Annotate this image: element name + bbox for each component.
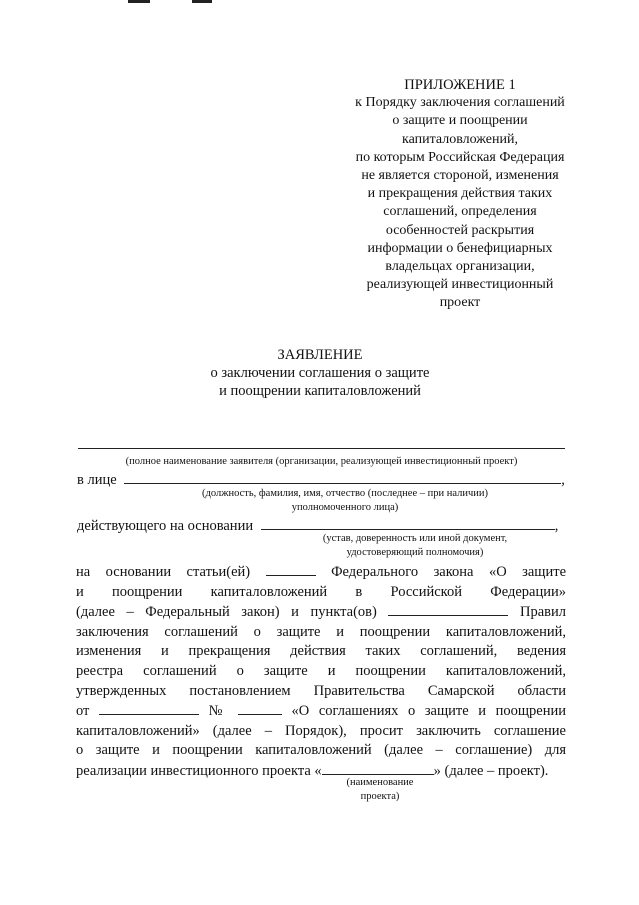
basis-caption	[290, 532, 540, 560]
person-caption-line: (должность, фамилия, имя, отчество (последнее – при наличии)	[202, 488, 488, 499]
body-text: «О соглашениях о защите и поощрении	[291, 703, 566, 720]
resolution-number-field[interactable]	[238, 701, 282, 715]
body-text: реализации инвестиционного проекта «	[76, 762, 322, 779]
body-line: о защите и поощрении капиталовложений (далее – соглашение) для	[76, 742, 566, 759]
basis-label: действующего на основании	[77, 518, 254, 534]
body-line: заключения соглашений о защите и поощрении капиталовложений,	[76, 623, 566, 640]
statement-title-block	[120, 346, 520, 400]
body-text: на основании статьи(ей)	[76, 564, 251, 580]
body-text: Правил	[520, 604, 566, 621]
basis-caption-line: удостоверяющий полномочия)	[346, 547, 484, 558]
body-line: утвержденных постановлением Правительства Самарской области	[76, 682, 566, 699]
statement-subtitle: и поощрении капиталовложений	[219, 383, 421, 399]
applicant-caption: (полное наименование заявителя (организации, реализующей инвестиционный проект)	[125, 456, 518, 467]
person-caption-line: уполномоченного лица)	[291, 502, 399, 513]
appendix-line: к Порядку заключения соглашений	[355, 95, 565, 111]
resolution-date-field[interactable]	[99, 701, 199, 715]
body-line	[76, 562, 566, 583]
appendix-line: проект	[439, 295, 481, 311]
body-text: (далее – Федеральный закон) и пункта(ов)	[76, 604, 377, 621]
statement-subtitle: о заключении соглашения о защите	[210, 365, 430, 381]
clause-number-field[interactable]	[388, 602, 508, 616]
body-line: капиталовложений» (далее – Порядок), просит заключить соглашение	[76, 722, 566, 739]
project-name-caption	[340, 776, 420, 804]
project-name-field[interactable]	[322, 761, 434, 775]
article-number-field[interactable]	[266, 562, 316, 576]
project-caption-line: (наименование	[346, 777, 414, 788]
body-line: и поощрении капиталовложений в Российской Федерации»	[76, 583, 566, 600]
body-text: Федерального закона «О защите	[331, 564, 566, 580]
basis-caption-line: (устав, доверенность или иной документ,	[322, 533, 508, 544]
body-text: » (далее – проект).	[433, 762, 549, 779]
appendix-line: особенностей раскрытия	[385, 222, 535, 238]
appendix-line: и прекращения действия таких	[367, 186, 553, 202]
body-text: №	[208, 703, 229, 720]
appendix-line: владельцах организации,	[385, 259, 535, 275]
appendix-line: соглашений, определения	[383, 204, 537, 220]
appendix-line: капиталовложений,	[402, 131, 518, 147]
appendix-line: информации о бенефициарных	[367, 240, 553, 256]
basis-document-field[interactable]	[261, 516, 555, 530]
body-line	[76, 602, 566, 623]
scan-mark-left	[128, 0, 150, 3]
appendix-header	[310, 76, 610, 313]
in-person-label: в лице	[77, 472, 117, 488]
statement-body	[76, 562, 566, 782]
body-line: реестра соглашений о защите и поощрении капиталовложений,	[76, 662, 566, 679]
appendix-title: ПРИЛОЖЕНИЕ 1	[404, 77, 516, 93]
body-text: от	[76, 703, 90, 720]
applicant-name-field[interactable]	[78, 448, 565, 449]
appendix-line: о защите и поощрении	[392, 113, 528, 129]
appendix-line: реализующей инвестиционный	[366, 277, 554, 293]
project-caption-line: проекта)	[360, 791, 400, 802]
body-line	[76, 761, 566, 782]
appendix-line: не является стороной, изменения	[361, 168, 559, 184]
comma: ,	[561, 472, 565, 488]
person-caption	[160, 487, 530, 515]
appendix-line: по которым Российская Федерация	[355, 149, 565, 165]
statement-title: ЗАЯВЛЕНИЕ	[277, 347, 363, 363]
body-line: изменения и прекращения действия таких соглашений, ведения	[76, 643, 566, 660]
representative-field[interactable]	[124, 470, 561, 484]
body-line	[76, 701, 566, 722]
comma: ,	[554, 518, 559, 534]
scan-mark-right	[192, 0, 212, 3]
